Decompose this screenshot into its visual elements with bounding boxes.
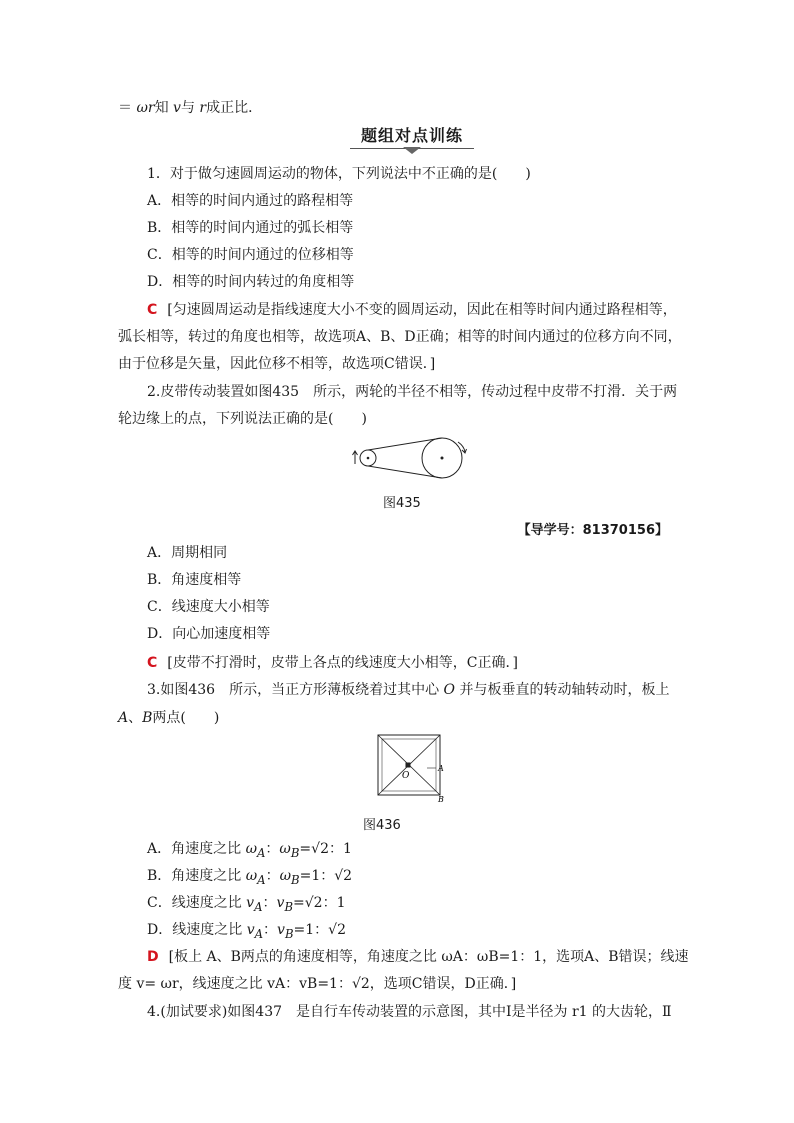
q1-stem: 1．对于做匀速圆周运动的物体，下列说法中不正确的是( ) [147, 166, 531, 182]
section-title: 题组对点训练 [360, 126, 463, 145]
belt-bottom [368, 466, 442, 478]
q1-explanation-2: 弧长相等，转过的角度也相等，故选项A、B、D正确；相等的时间内通过的位移方向不同， [118, 329, 682, 345]
q1-explanation: C [匀速圆周运动是指线速度大小不变的圆周运动，因此在相等时间内通过路程相等， [147, 302, 677, 318]
q1-option-a: A．相等的时间内通过的路程相等 [147, 193, 354, 209]
belt-drive-figure [348, 436, 472, 484]
square-plate-figure [372, 732, 454, 806]
intro-line: ＝ ωr知 v与 r成正比． [118, 100, 263, 116]
label-a: A [438, 764, 444, 773]
figure-435-caption: 图435 [383, 496, 421, 511]
q2-stem-2: 轮边缘上的点，下列说法正确的是( ) [118, 411, 367, 427]
q2-option-a: A．周期相同 [147, 545, 228, 561]
q3-explanation: D [板上 A、B两点的角速度相等，角速度之比 ωA：ωB=1：1，选项A、B错误；线速 [147, 949, 689, 965]
title-marker-icon [403, 147, 421, 154]
q3-option-b: B．角速度之比 $\omega_A$：$\omega_B=1$：√2 [147, 868, 353, 887]
large-wheel-center [441, 457, 444, 460]
q3-stem-2: A、B两点( ) [118, 710, 220, 726]
q3-stem: 3.如图436 所示，当正方形薄板绕着过其中心 O 并与板垂直的转动轴转动时，板上 [147, 682, 670, 698]
q3-option-a: A．角速度之比 $\omega_A$：$\omega_B=√2$：1 [147, 841, 352, 860]
formula-omega-r: ωr [136, 100, 155, 116]
q2-option-d: D．向心加速度相等 [147, 626, 271, 642]
q2-option-c: C．线速度大小相等 [147, 599, 270, 615]
q2-stem: 2.皮带传动装置如图435 所示，两轮的半径不相等，传动过程中皮带不打滑．关于两 [147, 384, 678, 400]
q1-explanation-3: 由于位移是矢量，因此位移不相等，故选项C错误．] [118, 356, 436, 372]
q3-option-d: D．线速度之比 $v_A$：$v_B=1$：√2 [147, 922, 347, 941]
q3-answer: D [147, 949, 159, 965]
rotation-arrow-icon [353, 451, 358, 464]
pivot-point [406, 763, 411, 768]
q2-explanation: C [皮带不打滑时，皮带上各点的线速度大小相等，C正确．] [147, 655, 518, 671]
label-o: O [402, 771, 410, 781]
q4-stem: 4.(加试要求)如图437 是自行车传动装置的示意图，其中Ⅰ是半径为 r1 的大齿轮，Ⅱ [147, 1004, 672, 1020]
q3-option-c: C．线速度之比 $v_A$：$v_B=√2$：1 [147, 895, 346, 914]
q1-option-d: D．相等的时间内转过的角度相等 [147, 274, 355, 290]
label-b: B [438, 795, 444, 804]
q3-explanation-2: 度 v= ωr，线速度之比 vA：vB=1：√2，选项C错误，D正确．] [118, 976, 517, 992]
figure-436-caption: 图436 [363, 818, 401, 833]
small-wheel-center [367, 457, 370, 460]
belt-top [368, 438, 442, 450]
q2-answer: C [147, 655, 158, 671]
q1-option-c: C．相等的时间内通过的位移相等 [147, 247, 354, 263]
guide-number: 【导学号：81370156】 [517, 523, 668, 538]
q1-answer: C [147, 302, 158, 318]
q2-option-b: B．角速度相等 [147, 572, 242, 588]
q1-option-b: B．相等的时间内通过的弧长相等 [147, 220, 354, 236]
